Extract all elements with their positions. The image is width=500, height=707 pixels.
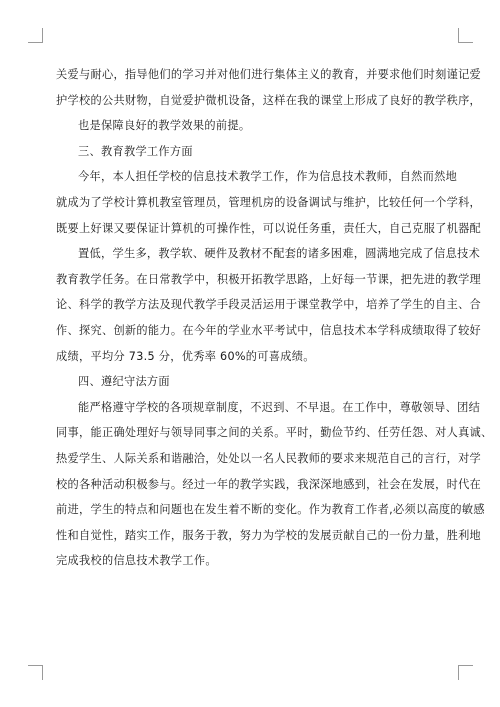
teaching-paragraph xyxy=(56,164,482,369)
text-line: 成绩，平均分 73.5 分，优秀率 60%的可喜成绩。 xyxy=(56,349,315,363)
text-line: 能严格遵守学校的各项规章制度，不迟到、不早退。在工作中，尊敬领导、团结 xyxy=(78,400,481,414)
crop-mark-bottom-left xyxy=(28,665,43,680)
text-line: 护学校的公共财物，自觉爱护微机设备，这样在我的课堂上形成了良好的教学秩序， xyxy=(56,93,482,107)
document-body xyxy=(56,62,493,574)
text-line: 论、科学的教学方法及现代教学手段灵活运用于课堂教学中，培养了学生的自主、合 xyxy=(56,298,482,312)
text-line: 完成我校的信息技术教学工作。 xyxy=(56,554,217,568)
crop-mark-top-left xyxy=(28,28,43,43)
text-line: 性和自觉性，踏实工作，服务于教，努力为学校的发展贡献自己的一份力量，胜利地 xyxy=(56,528,482,542)
section-heading-teaching: 三、教育教学工作方面 xyxy=(78,144,193,158)
text-line: 前进，学生的特点和问题也在发生着不断的变化。作为教育工作者,必须以高度的敏感 xyxy=(56,503,485,517)
text-line: 既要上好课又要保证计算机的可操作性，可以说任务重，责任大，自己克服了机器配 xyxy=(56,221,482,235)
text-line: 热爱学生、人际关系和谐融洽，处处以一名人民教师的要求来规范自己的言行，对学 xyxy=(56,451,482,465)
crop-mark-bottom-right xyxy=(458,665,473,680)
text-line: 就成为了学校计算机教室管理员，管理机房的设备调试与维护，比较任何一个学科， xyxy=(56,195,482,209)
text-line: 教育教学任务。在日常教学中，积极开拓教学思路，上好每一节课，把先进的教学理 xyxy=(56,272,482,286)
text-line: 置低，学生多，教学软、硬件及教材不配套的诸多困难，圆满地完成了信息技术 xyxy=(78,247,481,261)
text-line: 今年，本人担任学校的信息技术教学工作，作为信息技术教师，自然而然地 xyxy=(78,170,458,184)
crop-mark-top-right xyxy=(458,28,473,43)
intro-paragraph xyxy=(56,62,482,139)
text-line: 也是保障良好的教学效果的前提。 xyxy=(78,119,251,133)
discipline-paragraph xyxy=(56,395,493,574)
text-line: 同事，能正确处理好与领导同事之间的关系。平时，勤俭节约、任劳任怨、对人真诚、 xyxy=(56,426,493,440)
text-line: 作、探究、创新的能力。在今年的学业水平考试中，信息技术本学科成绩取得了较好 xyxy=(56,323,482,337)
text-line: 校的各种活动积极参与。经过一年的教学实践，我深深地感到，社会在发展，时代在 xyxy=(56,477,482,491)
text-line: 关爱与耐心，指导他们的学习并对他们进行集体主义的教育，并要求他们时刻谨记爱 xyxy=(56,68,482,81)
section-heading-discipline: 四、遵纪守法方面 xyxy=(78,375,170,389)
